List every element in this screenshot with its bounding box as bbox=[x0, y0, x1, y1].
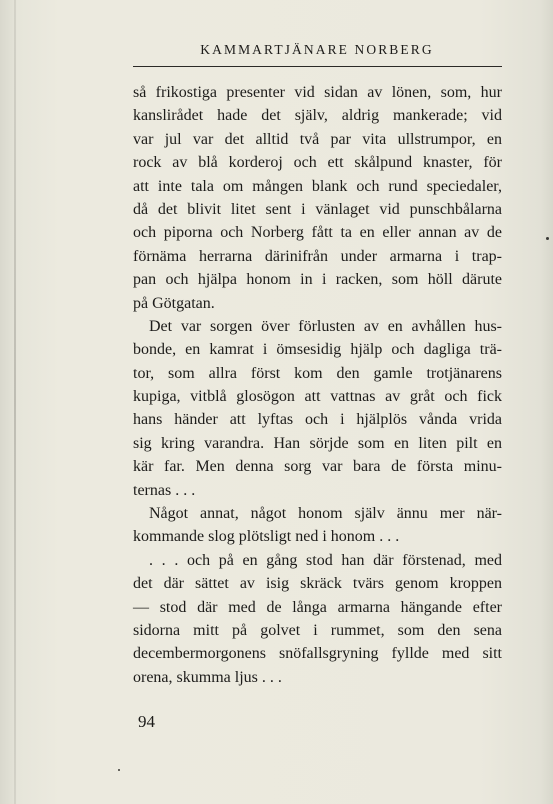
text-line: . . . och på en gång stod han där förstenad, med bbox=[149, 551, 502, 569]
print-speck bbox=[118, 769, 120, 771]
text-line: bonde, en kamrat i ömsesidig hjälp och dagliga trä- bbox=[133, 341, 502, 359]
text-line: förnäma herrarna därinifrån under armarna i trap- bbox=[133, 247, 502, 265]
text-line: det där sättet av isig skräck tvärs genom kroppen bbox=[133, 575, 502, 593]
text-line: sig kring varandra. Han sörjde som en liten pilt en bbox=[133, 434, 502, 452]
text-line: Det var sorgen över förlusten av en avhållen hus- bbox=[149, 317, 502, 335]
text-line: och piporna och Norberg fått ta en eller annan av de bbox=[133, 224, 502, 242]
body-text bbox=[133, 81, 502, 689]
text-line: sidorna mitt på golvet i rummet, som den sena bbox=[133, 621, 502, 639]
text-line: tor, som allra först kom den gamle trotjänarens bbox=[133, 364, 502, 382]
header-rule bbox=[133, 66, 502, 67]
text-line: att inte tala om mången blank och rund speciedaler, bbox=[133, 177, 502, 195]
text-line: decembermorgonens snöfallsgryning fyllde med sitt bbox=[133, 645, 502, 663]
page-number: 94 bbox=[138, 712, 155, 731]
text-line: var jul var det alltid två par vita ullstrumpor, en bbox=[133, 130, 502, 148]
print-speck bbox=[546, 237, 549, 240]
binding-gutter bbox=[14, 0, 16, 804]
text-line: ternas . . . bbox=[133, 481, 196, 499]
text-line: — stod där med de långa armarna hängande efter bbox=[133, 598, 502, 616]
text-line: på Götgatan. bbox=[133, 294, 215, 312]
running-head: KAMMARTJÄNARE NORBERG bbox=[200, 42, 434, 57]
text-line: så frikostiga presenter vid sidan av lönen, som, hur bbox=[133, 84, 502, 101]
text-line: rock av blå korderoj och ett skålpund knaster, för bbox=[133, 154, 502, 172]
text-line: kommande slog plötsligt ned i honom . . . bbox=[133, 528, 400, 546]
text-line: hans händer att lyftas och i hjälplös vånda vrida bbox=[133, 411, 502, 429]
text-line: kanslirådet hade det själv, aldrig mankerade; vid bbox=[133, 107, 502, 125]
text-line: orena, skumma ljus . . . bbox=[133, 668, 282, 686]
text-line: pan och hjälpa honom in i racken, som höll därute bbox=[133, 271, 502, 289]
text-line: Något annat, något honom själv ännu mer när- bbox=[149, 505, 502, 523]
text-line: kär far. Men denna sorg var bara de första minu- bbox=[133, 458, 502, 476]
text-line: kupiga, vitblå glosögon att vattnas av gråt och fick bbox=[133, 388, 502, 406]
text-line: då det blivit litet sent i vänlaget vid punschbålarna bbox=[133, 200, 502, 218]
